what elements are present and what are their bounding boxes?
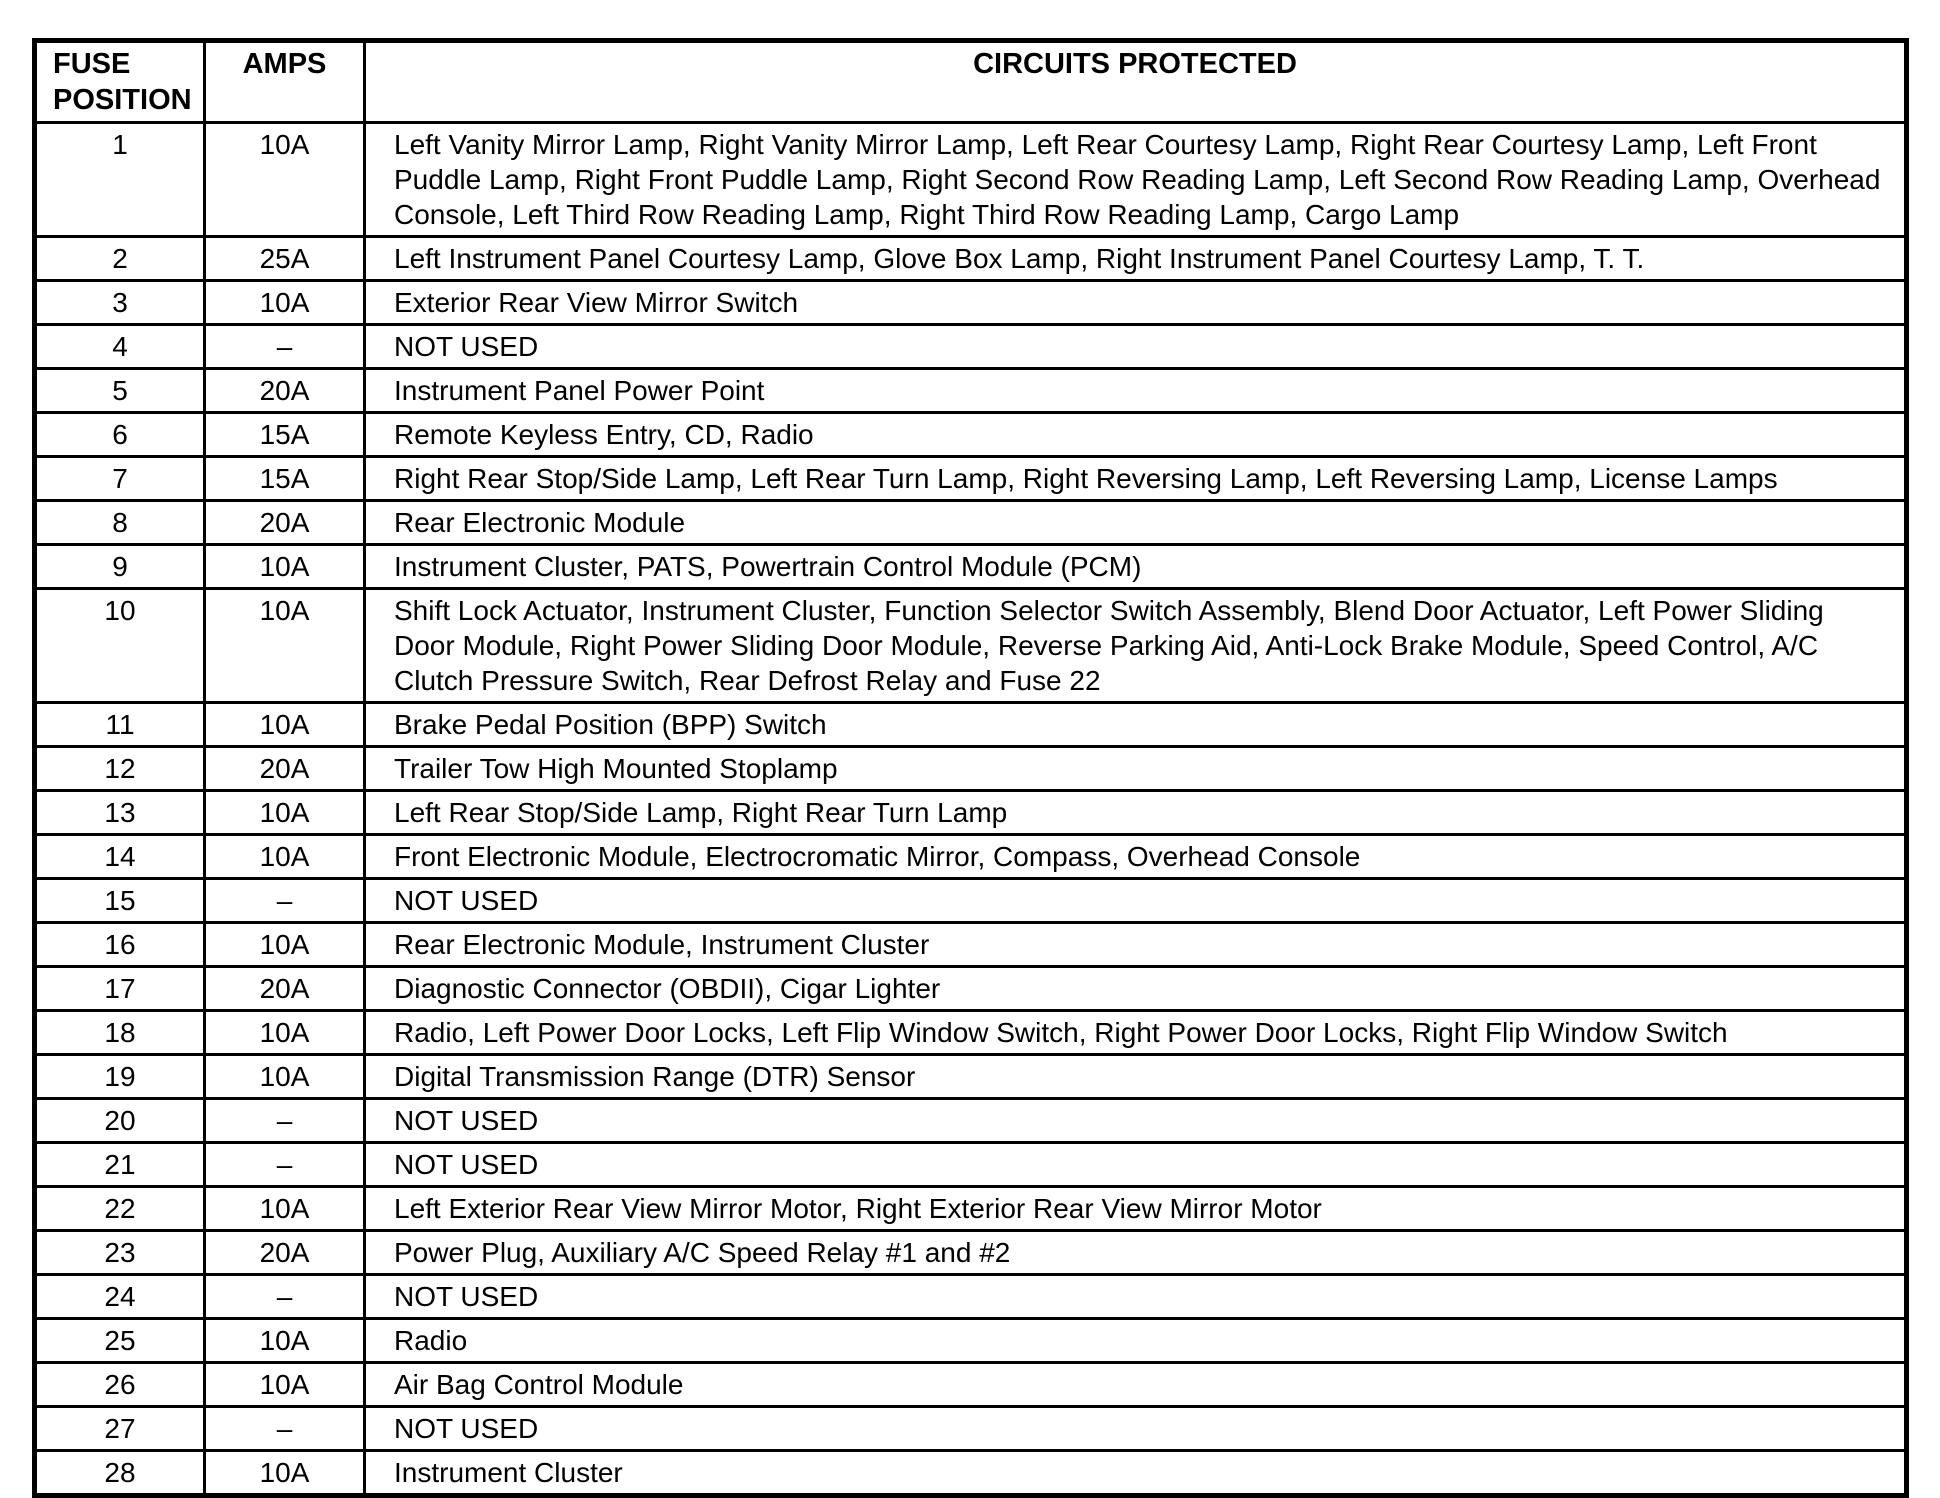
circuits-cell: Exterior Rear View Mirror Switch <box>365 281 1907 325</box>
table-row <box>35 1451 1907 1496</box>
amps-cell: – <box>205 1099 365 1143</box>
amps-cell: 10A <box>205 1319 365 1363</box>
fuse-position-cell: 21 <box>35 1143 205 1187</box>
circuits-cell: Instrument Panel Power Point <box>365 369 1907 413</box>
amps-cell: 10A <box>205 545 365 589</box>
fuse-position-cell: 27 <box>35 1407 205 1451</box>
amps-cell: 10A <box>205 281 365 325</box>
amps-cell: 10A <box>205 1363 365 1407</box>
fuse-position-cell: 25 <box>35 1319 205 1363</box>
amps-cell: 20A <box>205 369 365 413</box>
circuits-cell: Left Rear Stop/Side Lamp, Right Rear Turn Lamp <box>365 791 1907 835</box>
fuse-position-cell: 17 <box>35 967 205 1011</box>
fuse-position-cell: 3 <box>35 281 205 325</box>
amps-cell: 20A <box>205 1231 365 1275</box>
table-row <box>35 1231 1907 1275</box>
table-row <box>35 1275 1907 1319</box>
table-row <box>35 1099 1907 1143</box>
table-row <box>35 123 1907 237</box>
table-row <box>35 457 1907 501</box>
fuse-position-cell: 22 <box>35 1187 205 1231</box>
table-row <box>35 501 1907 545</box>
fuse-position-cell: 24 <box>35 1275 205 1319</box>
header-circuits-protected: CIRCUITS PROTECTED <box>365 41 1907 123</box>
header-fuse-position: FUSE POSITION <box>35 41 205 123</box>
circuits-cell: Front Electronic Module, Electrocromatic Mirror, Compass, Overhead Console <box>365 835 1907 879</box>
table-row <box>35 281 1907 325</box>
table-row <box>35 703 1907 747</box>
circuits-cell: Left Exterior Rear View Mirror Motor, Right Exterior Rear View Mirror Motor <box>365 1187 1907 1231</box>
table-row <box>35 413 1907 457</box>
table-row <box>35 589 1907 703</box>
table-row <box>35 1363 1907 1407</box>
amps-cell: 10A <box>205 1011 365 1055</box>
table-row <box>35 369 1907 413</box>
table-row <box>35 545 1907 589</box>
fuse-position-cell: 7 <box>35 457 205 501</box>
circuits-cell: NOT USED <box>365 1099 1907 1143</box>
table-row <box>35 1407 1907 1451</box>
circuits-cell: Radio, Left Power Door Locks, Left Flip Window Switch, Right Power Door Locks, Right Flip Window Switch <box>365 1011 1907 1055</box>
circuits-cell: Right Rear Stop/Side Lamp, Left Rear Turn Lamp, Right Reversing Lamp, Left Reversing Lamp, License Lamps <box>365 457 1907 501</box>
fuse-table <box>32 38 1909 1498</box>
fuse-position-cell: 8 <box>35 501 205 545</box>
circuits-cell: NOT USED <box>365 879 1907 923</box>
circuits-cell: Digital Transmission Range (DTR) Sensor <box>365 1055 1907 1099</box>
amps-cell: 20A <box>205 747 365 791</box>
circuits-cell: Diagnostic Connector (OBDII), Cigar Lighter <box>365 967 1907 1011</box>
fuse-position-cell: 28 <box>35 1451 205 1496</box>
fuse-position-cell: 19 <box>35 1055 205 1099</box>
circuits-cell: Brake Pedal Position (BPP) Switch <box>365 703 1907 747</box>
table-row <box>35 791 1907 835</box>
fuse-position-cell: 9 <box>35 545 205 589</box>
circuits-cell: Shift Lock Actuator, Instrument Cluster, Function Selector Switch Assembly, Blend Door Actuator, Left Power Sliding Door Module, Right Power Sliding Door Module, Reverse Parking Aid, Anti-Lock Brake Module, Speed Control, A/C Clutch Pressure Switch, Rear Defrost Relay and Fuse 22 <box>365 589 1907 703</box>
table-row <box>35 923 1907 967</box>
header-row <box>35 41 1907 123</box>
circuits-cell: Instrument Cluster <box>365 1451 1907 1496</box>
amps-cell: 20A <box>205 967 365 1011</box>
fuse-position-cell: 4 <box>35 325 205 369</box>
amps-cell: 10A <box>205 835 365 879</box>
table-row <box>35 747 1907 791</box>
amps-cell: 15A <box>205 457 365 501</box>
amps-cell: 10A <box>205 923 365 967</box>
circuits-cell: Instrument Cluster, PATS, Powertrain Control Module (PCM) <box>365 545 1907 589</box>
table-row <box>35 835 1907 879</box>
header-amps: AMPS <box>205 41 365 123</box>
fuse-position-cell: 11 <box>35 703 205 747</box>
circuits-cell: Rear Electronic Module <box>365 501 1907 545</box>
table-row <box>35 1011 1907 1055</box>
amps-cell: 25A <box>205 237 365 281</box>
circuits-cell: NOT USED <box>365 1275 1907 1319</box>
amps-cell: 10A <box>205 123 365 237</box>
circuits-cell: Power Plug, Auxiliary A/C Speed Relay #1 and #2 <box>365 1231 1907 1275</box>
table-body <box>35 123 1907 1496</box>
amps-cell: – <box>205 325 365 369</box>
table-row <box>35 237 1907 281</box>
circuits-cell: Rear Electronic Module, Instrument Cluster <box>365 923 1907 967</box>
amps-cell: 10A <box>205 589 365 703</box>
table-row <box>35 1187 1907 1231</box>
fuse-position-cell: 14 <box>35 835 205 879</box>
circuits-cell: Left Instrument Panel Courtesy Lamp, Glove Box Lamp, Right Instrument Panel Courtesy Lamp, T. T. <box>365 237 1907 281</box>
fuse-position-cell: 20 <box>35 1099 205 1143</box>
amps-cell: 10A <box>205 1055 365 1099</box>
table-row <box>35 1055 1907 1099</box>
amps-cell: – <box>205 1275 365 1319</box>
circuits-cell: Remote Keyless Entry, CD, Radio <box>365 413 1907 457</box>
fuse-position-cell: 5 <box>35 369 205 413</box>
amps-cell: 10A <box>205 791 365 835</box>
circuits-cell: NOT USED <box>365 1407 1907 1451</box>
amps-cell: 20A <box>205 501 365 545</box>
circuits-cell: Air Bag Control Module <box>365 1363 1907 1407</box>
fuse-position-cell: 1 <box>35 123 205 237</box>
table-row <box>35 1143 1907 1187</box>
circuits-cell: Radio <box>365 1319 1907 1363</box>
fuse-position-cell: 16 <box>35 923 205 967</box>
table-row <box>35 325 1907 369</box>
amps-cell: – <box>205 1407 365 1451</box>
table-row <box>35 879 1907 923</box>
circuits-cell: NOT USED <box>365 325 1907 369</box>
fuse-position-cell: 18 <box>35 1011 205 1055</box>
fuse-position-cell: 15 <box>35 879 205 923</box>
fuse-position-cell: 12 <box>35 747 205 791</box>
amps-cell: 10A <box>205 1187 365 1231</box>
fuse-position-cell: 10 <box>35 589 205 703</box>
fuse-position-cell: 26 <box>35 1363 205 1407</box>
fuse-position-cell: 23 <box>35 1231 205 1275</box>
amps-cell: 10A <box>205 703 365 747</box>
circuits-cell: Trailer Tow High Mounted Stoplamp <box>365 747 1907 791</box>
fuse-position-cell: 2 <box>35 237 205 281</box>
table-row <box>35 967 1907 1011</box>
amps-cell: – <box>205 879 365 923</box>
circuits-cell: NOT USED <box>365 1143 1907 1187</box>
fuse-position-cell: 13 <box>35 791 205 835</box>
table-row <box>35 1319 1907 1363</box>
amps-cell: 15A <box>205 413 365 457</box>
amps-cell: 10A <box>205 1451 365 1496</box>
circuits-cell: Left Vanity Mirror Lamp, Right Vanity Mirror Lamp, Left Rear Courtesy Lamp, Right Rear Courtesy Lamp, Left Front Puddle Lamp, Right Front Puddle Lamp, Right Second Row Reading Lamp, Left Second Row Reading Lamp, Overhead Console, Left Third Row Reading Lamp, Right Third Row Reading Lamp, Cargo Lamp <box>365 123 1907 237</box>
fuse-position-cell: 6 <box>35 413 205 457</box>
amps-cell: – <box>205 1143 365 1187</box>
